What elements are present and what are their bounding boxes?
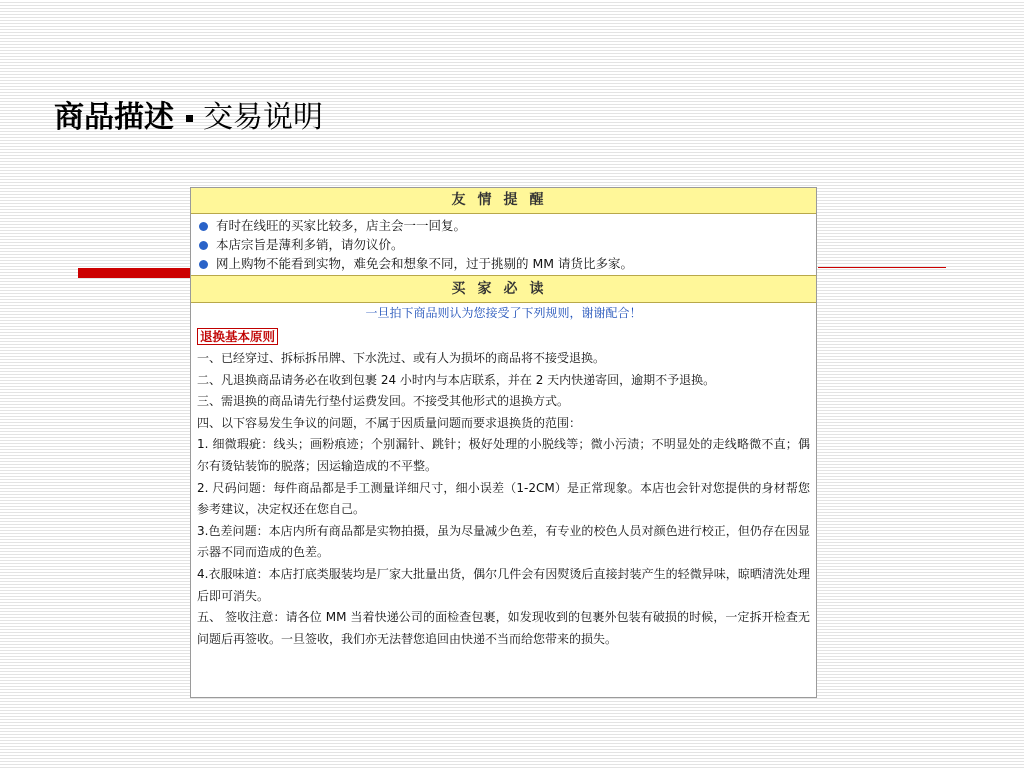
- buyer-must-read-header: 买家必读: [191, 275, 816, 303]
- bullet-dot-icon: [199, 222, 208, 231]
- rule-paragraph: 1. 细微瑕疵：线头；画粉痕迹；个别漏针、跳针；极好处理的小脱线等；微小污渍；不明显处的走线略微不直；偶尔有烫钻装饰的脱落；因运输造成的不平整。: [197, 437, 810, 473]
- rule-paragraph: 二、凡退换商品请务必在收到包裹 24 小时内与本店联系，并在 2 天内快递寄回，逾期不予退换。: [197, 372, 716, 387]
- rule-paragraph: 一、已经穿过、拆标拆吊牌、下水洗过、或有人为损坏的商品将不接受退换。: [197, 351, 606, 365]
- rule-paragraph: 3.色差问题：本店内所有商品都是实物拍摄，虽为尽量减少色差，有专业的校色人员对颜色进行校正，但仍存在因显示器不同而造成的色差。: [197, 523, 810, 560]
- rule-paragraph: 三、需退换的商品请先行垫付运费发回。不接受其他形式的退换方式。: [197, 394, 570, 409]
- slide-title: [54, 96, 323, 140]
- slide-title-sub: 交易说明: [203, 100, 323, 135]
- rule-paragraph: 四、以下容易发生争议的问题，不属于因质量问题而要求退换货的范围：: [197, 415, 582, 430]
- title-bullet: [186, 115, 193, 122]
- reminder-text: 有时在线旺的买家比较多，店主会一一回复。: [216, 218, 467, 233]
- reminder-text: 网上购物不能看到实物，难免会和想象不同，过于挑剔的 MM 请货比多家。: [216, 256, 634, 271]
- bullet-dot-icon: [199, 260, 208, 269]
- reminder-item: [199, 216, 816, 235]
- slide-title-main: 商品描述: [54, 100, 174, 135]
- return-rules-header: 退换基本原则: [197, 328, 278, 345]
- accent-red-line: [818, 267, 946, 268]
- reminder-item: [199, 235, 816, 254]
- rule-paragraph: 2. 尺码问题：每件商品都是手工测量详细尺寸，细小误差（1-2CM）是正常现象。本店也会针对您提供的身材帮您参考建议，决定权还在您自己。: [197, 480, 810, 517]
- transaction-info-panel: [190, 187, 817, 698]
- accent-red-bar: [78, 268, 190, 278]
- friendly-reminder-header: 友情提醒: [191, 188, 816, 214]
- acceptance-notice: 一旦拍下商品则认为您接受了下列规则，谢谢配合！: [365, 306, 642, 320]
- rule-paragraph: 五、 签收注意：请各位 MM 当着快递公司的面检查包裹，如发现收到的包裹外包装有破损的时候，一定拆开检查无问题后再签收。一旦签收，我们亦无法替您追回由快递不当而给您带来的损失。: [197, 610, 810, 646]
- reminder-text: 本店宗旨是薄利多销，请勿议价。: [216, 237, 404, 252]
- rule-paragraph: 4.衣服味道：本店打底类服装均是厂家大批量出货，偶尔几件会有因熨烫后直接封装产生的轻微异味，晾晒清洗处理后即可消失。: [197, 566, 810, 603]
- return-rules-body: [191, 348, 816, 650]
- reminder-item: [199, 254, 816, 273]
- bullet-dot-icon: [199, 241, 208, 250]
- reminder-list: [191, 214, 816, 275]
